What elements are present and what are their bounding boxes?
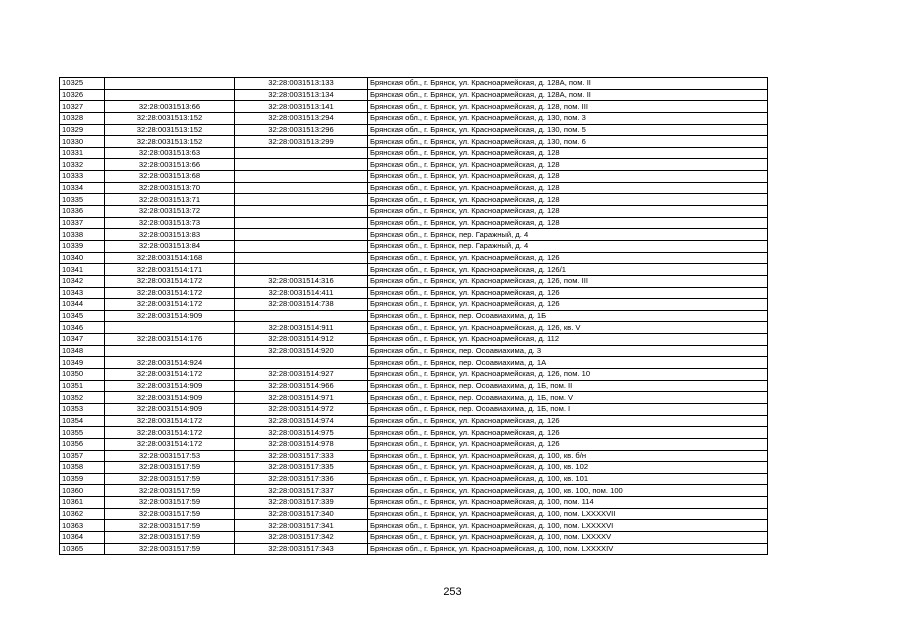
table-row: [60, 240, 768, 252]
address-cell: Брянская обл., г. Брянск, пер. Осоавиахима, д. 1Б, пом. I: [368, 403, 768, 415]
address-cell: Брянская обл., г. Брянск, ул. Красноармейская, д. 100, кв. 102: [368, 462, 768, 474]
address-cell: Брянская обл., г. Брянск, ул. Красноармейская, д. 126: [368, 427, 768, 439]
row-number-cell: 10352: [60, 392, 105, 404]
object-cadastral-number-cell: 32:28:0031513:133: [235, 78, 368, 90]
address-cell: Брянская обл., г. Брянск, ул. Красноармейская, д. 100, пом. LXXXXVI: [368, 520, 768, 532]
row-number-cell: 10359: [60, 473, 105, 485]
row-number-cell: 10363: [60, 520, 105, 532]
table-row: [60, 101, 768, 113]
object-cadastral-number-cell: 32:28:0031514:316: [235, 275, 368, 287]
land-cadastral-number-cell: 32:28:0031514:172: [105, 438, 235, 450]
object-cadastral-number-cell: 32:28:0031514:912: [235, 334, 368, 346]
land-cadastral-number-cell: [105, 345, 235, 357]
table-row: [60, 299, 768, 311]
row-number-cell: 10353: [60, 403, 105, 415]
row-number-cell: 10343: [60, 287, 105, 299]
land-cadastral-number-cell: 32:28:0031513:66: [105, 159, 235, 171]
object-cadastral-number-cell: 32:28:0031517:335: [235, 462, 368, 474]
land-cadastral-number-cell: 32:28:0031513:66: [105, 101, 235, 113]
table-row: [60, 403, 768, 415]
land-cadastral-number-cell: 32:28:0031517:59: [105, 462, 235, 474]
object-cadastral-number-cell: [235, 264, 368, 276]
land-cadastral-number-cell: [105, 89, 235, 101]
row-number-cell: 10350: [60, 369, 105, 381]
table-row: [60, 310, 768, 322]
table-row: [60, 147, 768, 159]
row-number-cell: 10328: [60, 112, 105, 124]
object-cadastral-number-cell: 32:28:0031517:342: [235, 531, 368, 543]
address-cell: Брянская обл., г. Брянск, пер. Осоавиахима, д. 1Б: [368, 310, 768, 322]
land-cadastral-number-cell: 32:28:0031514:176: [105, 334, 235, 346]
land-cadastral-number-cell: 32:28:0031514:172: [105, 275, 235, 287]
row-number-cell: 10356: [60, 438, 105, 450]
address-cell: Брянская обл., г. Брянск, пер. Осоавиахима, д. 1А: [368, 357, 768, 369]
table-row: [60, 124, 768, 136]
registry-table-body: [60, 78, 768, 555]
object-cadastral-number-cell: 32:28:0031514:738: [235, 299, 368, 311]
table-row: [60, 206, 768, 218]
object-cadastral-number-cell: [235, 217, 368, 229]
land-cadastral-number-cell: 32:28:0031517:59: [105, 520, 235, 532]
land-cadastral-number-cell: 32:28:0031513:71: [105, 194, 235, 206]
page-number: 253: [443, 586, 462, 598]
row-number-cell: 10347: [60, 334, 105, 346]
table-row: [60, 182, 768, 194]
table-row: [60, 485, 768, 497]
table-row: [60, 508, 768, 520]
table-row: [60, 89, 768, 101]
object-cadastral-number-cell: 32:28:0031513:134: [235, 89, 368, 101]
object-cadastral-number-cell: [235, 206, 368, 218]
table-row: [60, 252, 768, 264]
land-cadastral-number-cell: [105, 78, 235, 90]
object-cadastral-number-cell: 32:28:0031514:978: [235, 438, 368, 450]
land-cadastral-number-cell: 32:28:0031517:59: [105, 543, 235, 555]
object-cadastral-number-cell: [235, 194, 368, 206]
address-cell: Брянская обл., г. Брянск, ул. Красноармейская, д. 128А, пом. II: [368, 89, 768, 101]
land-cadastral-number-cell: 32:28:0031517:59: [105, 497, 235, 509]
table-row: [60, 415, 768, 427]
land-cadastral-number-cell: 32:28:0031513:70: [105, 182, 235, 194]
address-cell: Брянская обл., г. Брянск, ул. Красноармейская, д. 126: [368, 252, 768, 264]
address-cell: Брянская обл., г. Брянск, пер. Осоавиахима, д. 3: [368, 345, 768, 357]
land-cadastral-number-cell: 32:28:0031513:68: [105, 171, 235, 183]
registry-table: [59, 77, 768, 555]
object-cadastral-number-cell: [235, 357, 368, 369]
row-number-cell: 10339: [60, 240, 105, 252]
object-cadastral-number-cell: [235, 240, 368, 252]
table-row: [60, 462, 768, 474]
table-row: [60, 345, 768, 357]
row-number-cell: 10354: [60, 415, 105, 427]
address-cell: Брянская обл., г. Брянск, пер. Осоавиахима, д. 1Б, пом. V: [368, 392, 768, 404]
table-row: [60, 264, 768, 276]
row-number-cell: 10349: [60, 357, 105, 369]
address-cell: Брянская обл., г. Брянск, ул. Красноармейская, д. 128А, пом. II: [368, 78, 768, 90]
row-number-cell: 10335: [60, 194, 105, 206]
land-cadastral-number-cell: 32:28:0031514:172: [105, 299, 235, 311]
land-cadastral-number-cell: 32:28:0031513:72: [105, 206, 235, 218]
address-cell: Брянская обл., г. Брянск, ул. Красноармейская, д. 112: [368, 334, 768, 346]
table-row: [60, 136, 768, 148]
object-cadastral-number-cell: [235, 310, 368, 322]
address-cell: Брянская обл., г. Брянск, ул. Красноармейская, д. 128: [368, 217, 768, 229]
row-number-cell: 10329: [60, 124, 105, 136]
row-number-cell: 10326: [60, 89, 105, 101]
object-cadastral-number-cell: [235, 147, 368, 159]
row-number-cell: 10345: [60, 310, 105, 322]
address-cell: Брянская обл., г. Брянск, ул. Красноармейская, д. 100, кв. 100, пом. 100: [368, 485, 768, 497]
object-cadastral-number-cell: 32:28:0031514:411: [235, 287, 368, 299]
object-cadastral-number-cell: 32:28:0031513:141: [235, 101, 368, 113]
address-cell: Брянская обл., г. Брянск, пер. Гаражный, д. 4: [368, 240, 768, 252]
table-row: [60, 159, 768, 171]
address-cell: Брянская обл., г. Брянск, ул. Красноармейская, д. 100, кв. б/н: [368, 450, 768, 462]
row-number-cell: 10355: [60, 427, 105, 439]
row-number-cell: 10333: [60, 171, 105, 183]
land-cadastral-number-cell: 32:28:0031514:168: [105, 252, 235, 264]
table-row: [60, 473, 768, 485]
land-cadastral-number-cell: 32:28:0031514:172: [105, 415, 235, 427]
object-cadastral-number-cell: 32:28:0031513:299: [235, 136, 368, 148]
object-cadastral-number-cell: [235, 252, 368, 264]
table-row: [60, 78, 768, 90]
land-cadastral-number-cell: 32:28:0031513:83: [105, 229, 235, 241]
table-row: [60, 497, 768, 509]
land-cadastral-number-cell: 32:28:0031514:924: [105, 357, 235, 369]
table-row: [60, 275, 768, 287]
object-cadastral-number-cell: 32:28:0031517:336: [235, 473, 368, 485]
object-cadastral-number-cell: 32:28:0031517:341: [235, 520, 368, 532]
object-cadastral-number-cell: 32:28:0031514:974: [235, 415, 368, 427]
address-cell: Брянская обл., г. Брянск, ул. Красноармейская, д. 128, пом. III: [368, 101, 768, 113]
address-cell: Брянская обл., г. Брянск, ул. Красноармейская, д. 126: [368, 299, 768, 311]
land-cadastral-number-cell: 32:28:0031513:152: [105, 124, 235, 136]
land-cadastral-number-cell: 32:28:0031514:909: [105, 392, 235, 404]
land-cadastral-number-cell: 32:28:0031517:59: [105, 531, 235, 543]
object-cadastral-number-cell: 32:28:0031514:966: [235, 380, 368, 392]
table-row: [60, 380, 768, 392]
object-cadastral-number-cell: 32:28:0031514:911: [235, 322, 368, 334]
row-number-cell: 10351: [60, 380, 105, 392]
land-cadastral-number-cell: 32:28:0031513:63: [105, 147, 235, 159]
table-row: [60, 392, 768, 404]
row-number-cell: 10360: [60, 485, 105, 497]
object-cadastral-number-cell: 32:28:0031514:927: [235, 369, 368, 381]
row-number-cell: 10346: [60, 322, 105, 334]
object-cadastral-number-cell: 32:28:0031517:337: [235, 485, 368, 497]
row-number-cell: 10361: [60, 497, 105, 509]
address-cell: Брянская обл., г. Брянск, ул. Красноармейская, д. 126, кв. V: [368, 322, 768, 334]
land-cadastral-number-cell: 32:28:0031517:59: [105, 485, 235, 497]
row-number-cell: 10330: [60, 136, 105, 148]
object-cadastral-number-cell: 32:28:0031513:296: [235, 124, 368, 136]
object-cadastral-number-cell: 32:28:0031517:340: [235, 508, 368, 520]
address-cell: Брянская обл., г. Брянск, ул. Красноармейская, д. 100, пом. 114: [368, 497, 768, 509]
address-cell: Брянская обл., г. Брянск, пер. Гаражный, д. 4: [368, 229, 768, 241]
address-cell: Брянская обл., г. Брянск, ул. Красноармейская, д. 100, пом. LXXXXVII: [368, 508, 768, 520]
address-cell: Брянская обл., г. Брянск, пер. Осоавиахима, д. 1Б, пом. II: [368, 380, 768, 392]
address-cell: Брянская обл., г. Брянск, ул. Красноармейская, д. 126: [368, 415, 768, 427]
land-cadastral-number-cell: 32:28:0031513:152: [105, 136, 235, 148]
row-number-cell: 10327: [60, 101, 105, 113]
table-row: [60, 427, 768, 439]
address-cell: Брянская обл., г. Брянск, ул. Красноармейская, д. 100, пом. LXXXXV: [368, 531, 768, 543]
row-number-cell: 10331: [60, 147, 105, 159]
table-row: [60, 112, 768, 124]
address-cell: Брянская обл., г. Брянск, ул. Красноармейская, д. 130, пом. 5: [368, 124, 768, 136]
table-row: [60, 334, 768, 346]
table-row: [60, 194, 768, 206]
object-cadastral-number-cell: [235, 182, 368, 194]
row-number-cell: 10344: [60, 299, 105, 311]
land-cadastral-number-cell: [105, 322, 235, 334]
land-cadastral-number-cell: 32:28:0031514:909: [105, 310, 235, 322]
row-number-cell: 10358: [60, 462, 105, 474]
object-cadastral-number-cell: 32:28:0031513:294: [235, 112, 368, 124]
row-number-cell: 10364: [60, 531, 105, 543]
land-cadastral-number-cell: 32:28:0031514:172: [105, 287, 235, 299]
address-cell: Брянская обл., г. Брянск, ул. Красноармейская, д. 126, пом. III: [368, 275, 768, 287]
table-row: [60, 543, 768, 555]
object-cadastral-number-cell: [235, 229, 368, 241]
row-number-cell: 10334: [60, 182, 105, 194]
table-row: [60, 171, 768, 183]
row-number-cell: 10338: [60, 229, 105, 241]
land-cadastral-number-cell: 32:28:0031514:909: [105, 403, 235, 415]
table-row: [60, 369, 768, 381]
table-row: [60, 520, 768, 532]
row-number-cell: 10337: [60, 217, 105, 229]
object-cadastral-number-cell: 32:28:0031514:920: [235, 345, 368, 357]
row-number-cell: 10332: [60, 159, 105, 171]
land-cadastral-number-cell: 32:28:0031517:59: [105, 508, 235, 520]
address-cell: Брянская обл., г. Брянск, ул. Красноармейская, д. 126: [368, 438, 768, 450]
table-row: [60, 357, 768, 369]
land-cadastral-number-cell: 32:28:0031513:84: [105, 240, 235, 252]
address-cell: Брянская обл., г. Брянск, ул. Красноармейская, д. 130, пом. 6: [368, 136, 768, 148]
address-cell: Брянская обл., г. Брянск, ул. Красноармейская, д. 128: [368, 206, 768, 218]
address-cell: Брянская обл., г. Брянск, ул. Красноармейская, д. 126/1: [368, 264, 768, 276]
table-row: [60, 229, 768, 241]
row-number-cell: 10348: [60, 345, 105, 357]
table-row: [60, 217, 768, 229]
address-cell: Брянская обл., г. Брянск, ул. Красноармейская, д. 128: [368, 171, 768, 183]
table-row: [60, 322, 768, 334]
land-cadastral-number-cell: 32:28:0031514:172: [105, 369, 235, 381]
row-number-cell: 10362: [60, 508, 105, 520]
row-number-cell: 10341: [60, 264, 105, 276]
land-cadastral-number-cell: 32:28:0031514:909: [105, 380, 235, 392]
row-number-cell: 10365: [60, 543, 105, 555]
row-number-cell: 10357: [60, 450, 105, 462]
object-cadastral-number-cell: 32:28:0031517:339: [235, 497, 368, 509]
address-cell: Брянская обл., г. Брянск, ул. Красноармейская, д. 126, пом. 10: [368, 369, 768, 381]
object-cadastral-number-cell: 32:28:0031517:343: [235, 543, 368, 555]
row-number-cell: 10342: [60, 275, 105, 287]
address-cell: Брянская обл., г. Брянск, ул. Красноармейская, д. 100, кв. 101: [368, 473, 768, 485]
object-cadastral-number-cell: [235, 171, 368, 183]
land-cadastral-number-cell: 32:28:0031517:53: [105, 450, 235, 462]
address-cell: Брянская обл., г. Брянск, ул. Красноармейская, д. 128: [368, 194, 768, 206]
object-cadastral-number-cell: 32:28:0031514:975: [235, 427, 368, 439]
table-row: [60, 438, 768, 450]
object-cadastral-number-cell: 32:28:0031517:333: [235, 450, 368, 462]
land-cadastral-number-cell: 32:28:0031517:59: [105, 473, 235, 485]
object-cadastral-number-cell: [235, 159, 368, 171]
row-number-cell: 10340: [60, 252, 105, 264]
object-cadastral-number-cell: 32:28:0031514:971: [235, 392, 368, 404]
table-row: [60, 531, 768, 543]
table-row: [60, 450, 768, 462]
address-cell: Брянская обл., г. Брянск, ул. Красноармейская, д. 128: [368, 159, 768, 171]
address-cell: Брянская обл., г. Брянск, ул. Красноармейская, д. 126: [368, 287, 768, 299]
address-cell: Брянская обл., г. Брянск, ул. Красноармейская, д. 128: [368, 182, 768, 194]
address-cell: Брянская обл., г. Брянск, ул. Красноармейская, д. 100, пом. LXXXXIV: [368, 543, 768, 555]
land-cadastral-number-cell: 32:28:0031514:172: [105, 427, 235, 439]
address-cell: Брянская обл., г. Брянск, ул. Красноармейская, д. 130, пом. 3: [368, 112, 768, 124]
table-row: [60, 287, 768, 299]
object-cadastral-number-cell: 32:28:0031514:972: [235, 403, 368, 415]
land-cadastral-number-cell: 32:28:0031513:73: [105, 217, 235, 229]
address-cell: Брянская обл., г. Брянск, ул. Красноармейская, д. 128: [368, 147, 768, 159]
row-number-cell: 10336: [60, 206, 105, 218]
land-cadastral-number-cell: 32:28:0031514:171: [105, 264, 235, 276]
land-cadastral-number-cell: 32:28:0031513:152: [105, 112, 235, 124]
row-number-cell: 10325: [60, 78, 105, 90]
